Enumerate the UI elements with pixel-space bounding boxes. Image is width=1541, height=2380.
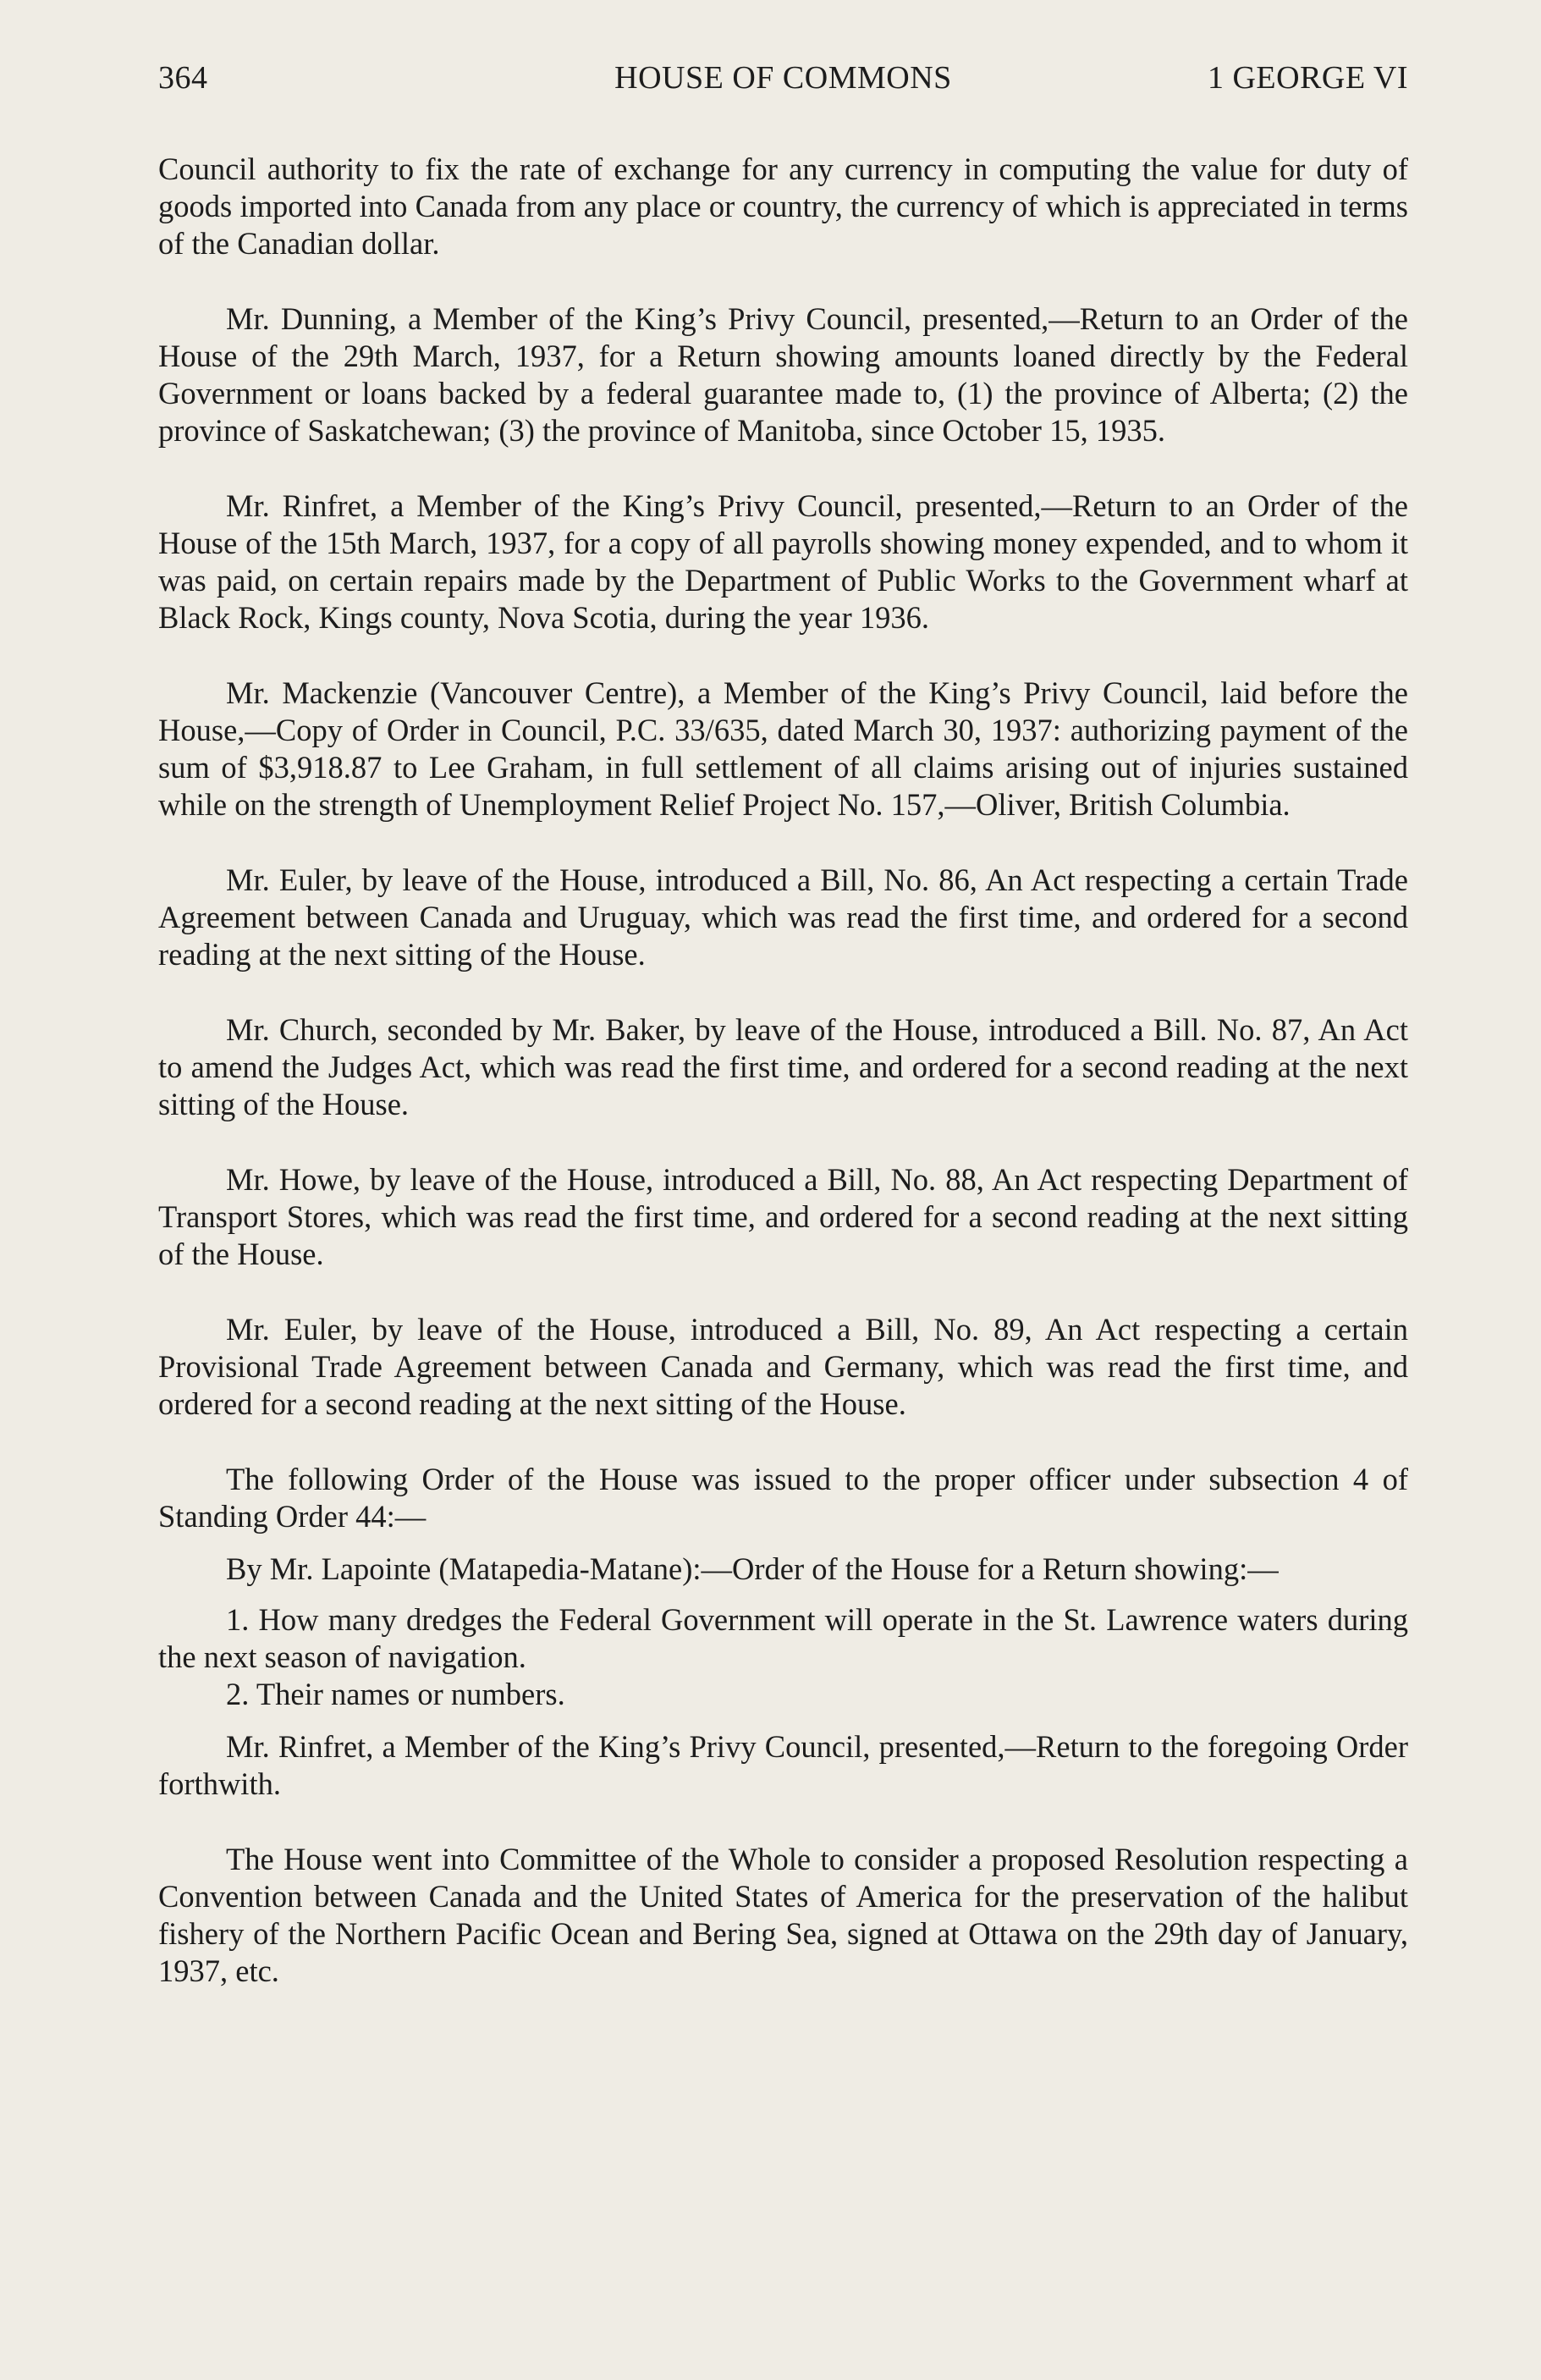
paragraph-rinfret-forthwith: Mr. Rinfret, a Member of the King’s Privy Council, presented,—Return to the foregoing Order forthwith. — [158, 1729, 1408, 1801]
paragraph-order-issued: The following Order of the House was issued to the proper officer under subsection 4 of Standing Order 44:— — [158, 1462, 1408, 1534]
paragraph-bill-87: Mr. Church, seconded by Mr. Baker, by leave of the House, introduced a Bill. No. 87, An Act to amend the Judges Act, which was read the first time, and ordered for a second reading at the next sitting of the House. — [158, 1012, 1408, 1121]
running-title: HOUSE OF COMMONS — [614, 60, 952, 96]
paragraph-committee-halibut: The House went into Committee of the Whole to consider a proposed Resolution respecting a Convention between Canada and the United States of America for the preservation of the halibut fishery of the Northern Pacific Ocean and Bering Sea, signed at Ottawa on the 29th day of January, 1937, etc. — [158, 1842, 1408, 1988]
paragraph-bill-86: Mr. Euler, by leave of the House, introduced a Bill, No. 86, An Act respecting a certain Trade Agreement between Canada and Uruguay, which was read the first time, and ordered for a second reading at the next sitting of the House. — [158, 862, 1408, 972]
list-item-names: 2. Their names or numbers. — [226, 1677, 565, 1711]
paragraph-dunning-return: Mr. Dunning, a Member of the King’s Privy Council, presented,—Return to an Order of the House of the 29th March, 1937, for a Return showing amounts loaned directly by the Federal Government or loans backed by a federal guarantee made to, (1) the province of Alberta; (2) the province of Saskatchewan; (3) the province of Manitoba, since October 15, 1935. — [158, 301, 1408, 448]
page-number: 364 — [158, 60, 208, 96]
paragraph-bill-89: Mr. Euler, by leave of the House, introduced a Bill, No. 89, An Act respecting a certain Provisional Trade Agreement between Canada and Germany, which was read the first time, and ordered for a second reading at the next sitting of the House. — [158, 1312, 1408, 1421]
paragraph-mackenzie-order: Mr. Mackenzie (Vancouver Centre), a Member of the King’s Privy Council, laid before the House,—Copy of Order in Council, P.C. 33/635, dated March 30, 1937: authorizing payment of the sum of $3,918.87 to Lee Graham, in full settlement of all claims arising out of injuries sustained while on the strength of Unemployment Relief Project No. 157,—Oliver, British Columbia. — [158, 675, 1408, 822]
paragraph-continuation: Council authority to fix the rate of exchange for any currency in computing the value for duty of goods imported into Canada from any place or country, the currency of which is appreciated in terms of the Canadian dollar. — [158, 152, 1408, 261]
paragraph-bill-88: Mr. Howe, by leave of the House, introduced a Bill, No. 88, An Act respecting Department of Transport Stores, which was read the first time, and ordered for a second reading at the next sitting of the House. — [158, 1162, 1408, 1271]
paragraph-rinfret-return: Mr. Rinfret, a Member of the King’s Privy Council, presented,—Return to an Order of the House of the 15th March, 1937, for a copy of all payrolls showing money expended, and to whom it was paid, on certain repairs made by the Department of Public Works to the Government wharf at Black Rock, Kings county, Nova Scotia, during the year 1936. — [158, 488, 1408, 635]
list-item-dredges: 1. How many dredges the Federal Government will operate in the St. Lawrence waters during the next season of navigation. — [158, 1602, 1408, 1674]
paragraph-lapointe-order: By Mr. Lapointe (Matapedia-Matane):—Order of the House for a Return showing:— — [226, 1551, 1279, 1586]
regnal-year: 1 GEORGE VI — [1207, 60, 1408, 96]
page-body — [158, 151, 1408, 1990]
page-header — [158, 59, 1408, 110]
